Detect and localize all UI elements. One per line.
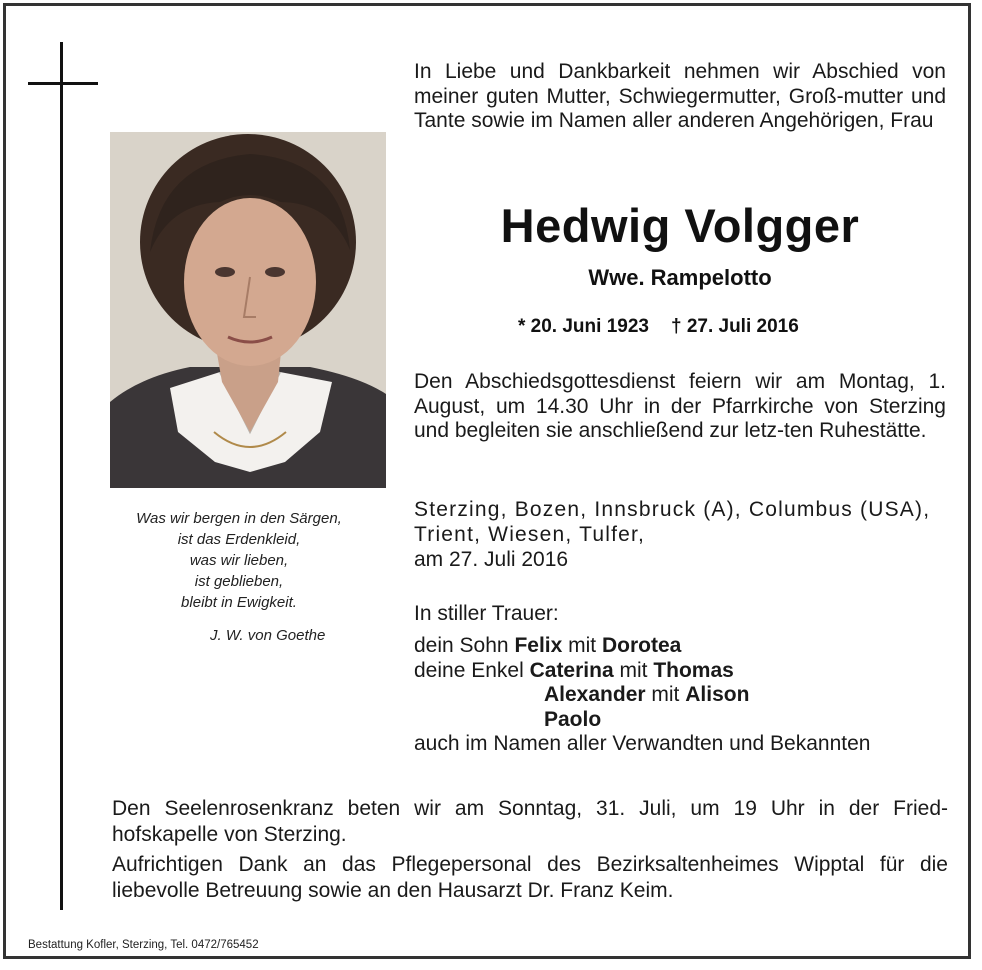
funeral-service-text: Den Abschiedsgottesdienst feiern wir am Montag, 1. August, um 14.30 Uhr in der Pfarrkirche von Sterzing und begleiten sie anschließend zur letz-ten Ruhestätte. — [414, 370, 946, 442]
mourner-name: Alison — [685, 683, 750, 706]
life-dates — [518, 316, 799, 338]
funeral-home-footer: Bestattung Kofler, Sterzing, Tel. 0472/765452 — [28, 939, 259, 951]
mourner-with: mit — [619, 658, 648, 682]
mourner-name: Paolo — [544, 707, 602, 731]
quote-line: was wir lieben, — [189, 552, 289, 569]
widow-of: Wwe. Rampelotto — [588, 265, 772, 290]
mourner-name: Felix — [514, 634, 563, 657]
cross-icon-bar — [28, 82, 98, 85]
mourners-closing: auch im Namen aller Verwandten und Bekannten — [414, 732, 871, 755]
quote-line: ist geblieben, — [194, 573, 284, 590]
mourning-heading: In stiller Trauer: — [414, 602, 559, 625]
death-date: † 27. Juli 2016 — [670, 316, 799, 337]
places-text: Sterzing, Bozen, Innsbruck (A), Columbus (USA), Trient, Wiesen, Tulfer, — [414, 498, 931, 546]
cross-icon — [60, 42, 63, 910]
intro-text: In Liebe und Dankbarkeit nehmen wir Abschied von meiner guten Mutter, Schwiegermutter, Groß-mutter und Tante sowie im Namen aller anderen Angehörigen, Frau — [414, 60, 946, 132]
mourner-row — [414, 634, 954, 659]
mourner-row — [414, 708, 954, 733]
thanks-text: Aufrichtigen Dank an das Pflegepersonal des Bezirksaltenheimes Wipptal für die liebevolle Betreuung sowie an den Hausarzt Dr. Franz Keim. — [112, 853, 948, 902]
mourner-row — [414, 659, 954, 684]
mourner-name: Dorotea — [601, 634, 682, 657]
mourner-with: mit — [651, 683, 680, 706]
portrait-photo — [110, 132, 386, 488]
deceased-name: Hedwig Volgger — [500, 199, 860, 252]
places-list — [414, 497, 946, 572]
quote-line: bleibt in Ewigkeit. — [181, 594, 297, 611]
mourner-relation: deine Enkel — [414, 658, 524, 682]
mourner-name: Thomas — [653, 658, 734, 682]
mourners-list — [414, 634, 954, 757]
birth-date: * 20. Juni 1923 — [518, 316, 649, 337]
quote-line: ist das Erdenkleid, — [177, 531, 301, 548]
quote-line: Was wir bergen in den Särgen, — [136, 510, 342, 527]
quote-author: J. W. von Goethe — [210, 627, 326, 644]
mourner-name: Caterina — [529, 658, 614, 682]
mourner-row — [414, 683, 954, 708]
mourner-relation: dein Sohn — [414, 634, 509, 657]
quote-verse — [108, 508, 370, 613]
place-date: am 27. Juli 2016 — [414, 548, 569, 571]
mourner-name: Alexander — [544, 683, 646, 706]
mourner-with: mit — [568, 634, 597, 657]
rosary-text: Den Seelenrosenkranz beten wir am Sonntag, 31. Juli, um 19 Uhr in der Fried-hofskapelle von Sterzing. — [112, 797, 948, 846]
